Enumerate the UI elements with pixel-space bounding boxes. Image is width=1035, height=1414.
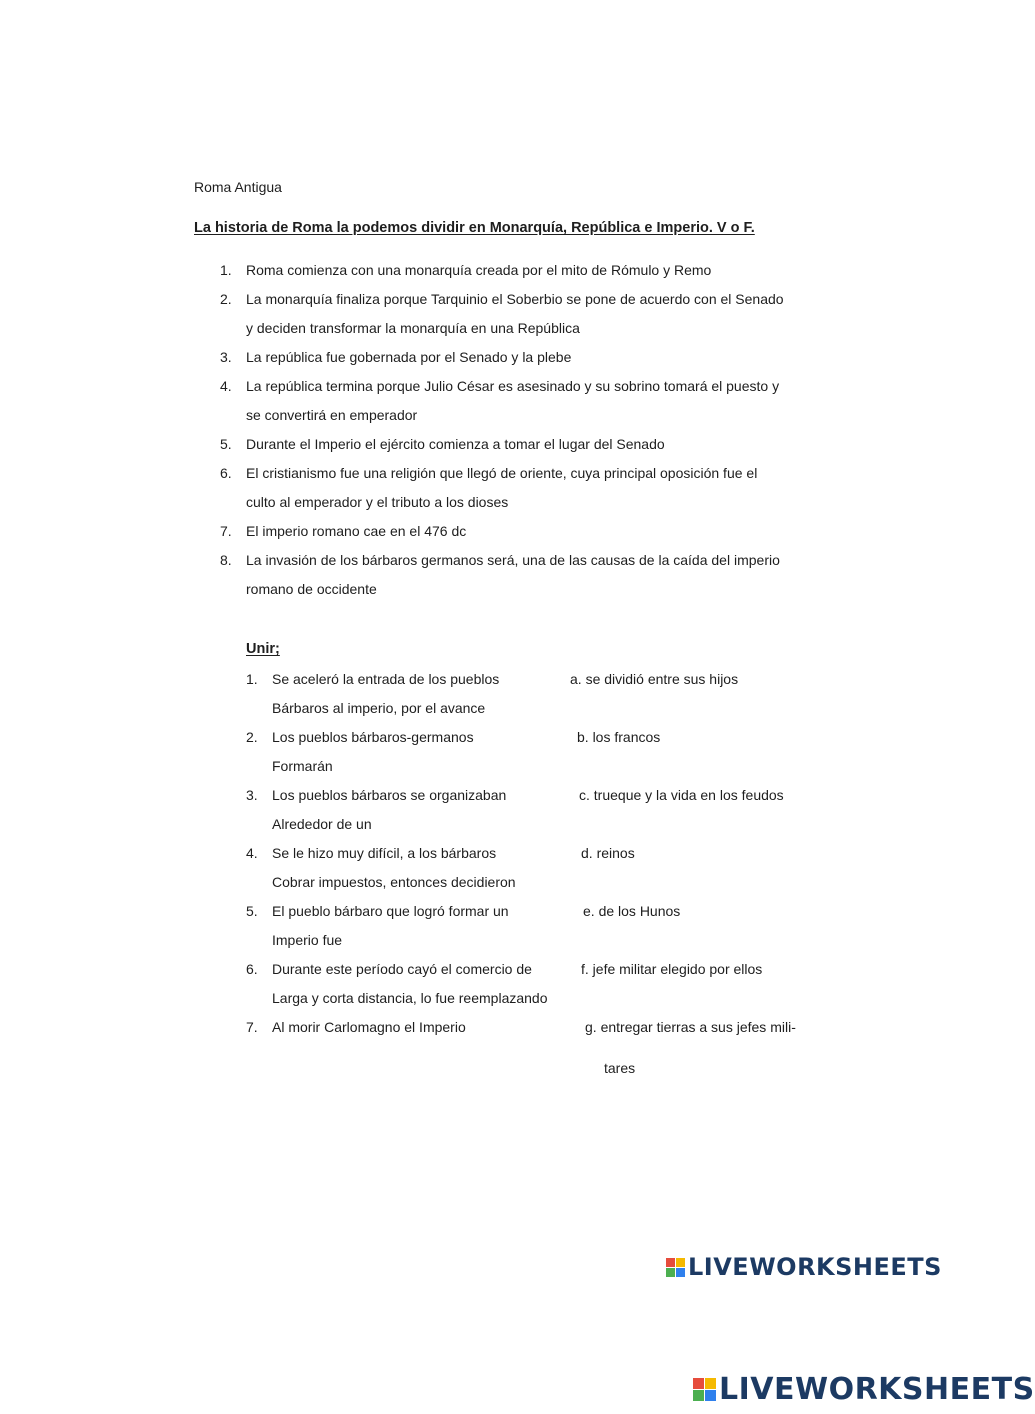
statement-text: y deciden transformar la monarquía en una República: [246, 320, 580, 336]
prompt-text: Los pueblos bárbaros se organizaban: [272, 787, 507, 803]
item-number: 8.: [220, 552, 232, 568]
statement-text: La monarquía finaliza porque Tarquinio el Soberbio se pone de acuerdo con el Senado: [246, 291, 784, 307]
logo-block: [676, 1258, 685, 1267]
prompt-number: 2.: [246, 729, 258, 745]
option-text: f. jefe militar elegido por ellos: [581, 961, 763, 977]
prompt-number: 6.: [246, 961, 258, 977]
item-number: 5.: [220, 436, 232, 452]
logo-text: LIVEWORKSHEETS: [688, 1253, 942, 1281]
matching-heading: Unir;: [246, 641, 280, 657]
item-number: 4.: [220, 378, 232, 394]
prompt-number: 4.: [246, 845, 258, 861]
prompt-number: 5.: [246, 903, 258, 919]
prompt-text: Formarán: [272, 758, 333, 774]
option-text: g. entregar tierras a sus jefes mili-: [585, 1019, 796, 1035]
option-text: tares: [604, 1060, 636, 1076]
liveworksheets-logo-footer: [693, 1372, 1035, 1407]
prompt-text: Al morir Carlomagno el Imperio: [272, 1019, 466, 1035]
item-number: 6.: [220, 465, 232, 481]
option-text: c. trueque y la vida en los feudos: [579, 787, 784, 803]
option-text: b. los francos: [577, 729, 661, 745]
item-number: 1.: [220, 262, 232, 278]
prompt-text: Imperio fue: [272, 932, 343, 948]
item-number: 7.: [220, 523, 232, 539]
prompt-text: Bárbaros al imperio, por el avance: [272, 700, 486, 716]
item-number: 2.: [220, 291, 232, 307]
prompt-text: Durante este período cayó el comercio de: [272, 961, 532, 977]
statement-text: La invasión de los bárbaros germanos será, una de las causas de la caída del imperio: [246, 552, 780, 568]
logo-block: [705, 1378, 716, 1389]
statement-text: Roma comienza con una monarquía creada por el mito de Rómulo y Remo: [246, 262, 712, 278]
prompt-number: 7.: [246, 1019, 258, 1035]
logo-blocks-icon: [693, 1378, 716, 1401]
statement-text: se convertirá en emperador: [246, 407, 418, 423]
statement-text: La república termina porque Julio César es asesinado y su sobrino tomará el puesto y: [246, 378, 780, 394]
prompt-text: El pueblo bárbaro que logró formar un: [272, 903, 509, 919]
true-false-heading: La historia de Roma la podemos dividir en Monarquía, República e Imperio. V o F.: [194, 220, 755, 236]
prompt-text: Larga y corta distancia, lo fue reemplazando: [272, 990, 548, 1006]
statement-text: romano de occidente: [246, 581, 377, 597]
liveworksheets-logo: [666, 1253, 942, 1281]
prompt-number: 1.: [246, 671, 258, 687]
option-text: d. reinos: [581, 845, 635, 861]
prompt-text: Los pueblos bárbaros-germanos: [272, 729, 474, 745]
item-number: 3.: [220, 349, 232, 365]
logo-block: [676, 1268, 685, 1277]
logo-block: [705, 1390, 716, 1401]
prompt-text: Se aceleró la entrada de los pueblos: [272, 671, 500, 687]
prompt-text: Cobrar impuestos, entonces decidieron: [272, 874, 516, 890]
logo-block: [666, 1268, 675, 1277]
logo-block: [666, 1258, 675, 1267]
prompt-text: Alrededor de un: [272, 816, 372, 832]
statement-text: La república fue gobernada por el Senado y la plebe: [246, 349, 572, 365]
logo-text: LIVEWORKSHEETS: [719, 1372, 1035, 1407]
logo-blocks-icon: [666, 1258, 685, 1277]
prompt-text: Se le hizo muy difícil, a los bárbaros: [272, 845, 497, 861]
document-title: Roma Antigua: [194, 179, 282, 195]
statement-text: Durante el Imperio el ejército comienza a tomar el lugar del Senado: [246, 436, 665, 452]
prompt-number: 3.: [246, 787, 258, 803]
statement-text: culto al emperador y el tributo a los dioses: [246, 494, 509, 510]
option-text: a. se dividió entre sus hijos: [570, 671, 739, 687]
statement-text: El cristianismo fue una religión que llegó de oriente, cuya principal oposición fue el: [246, 465, 758, 481]
option-text: e. de los Hunos: [583, 903, 681, 919]
logo-block: [693, 1390, 704, 1401]
logo-block: [693, 1378, 704, 1389]
statement-text: El imperio romano cae en el 476 dc: [246, 523, 467, 539]
